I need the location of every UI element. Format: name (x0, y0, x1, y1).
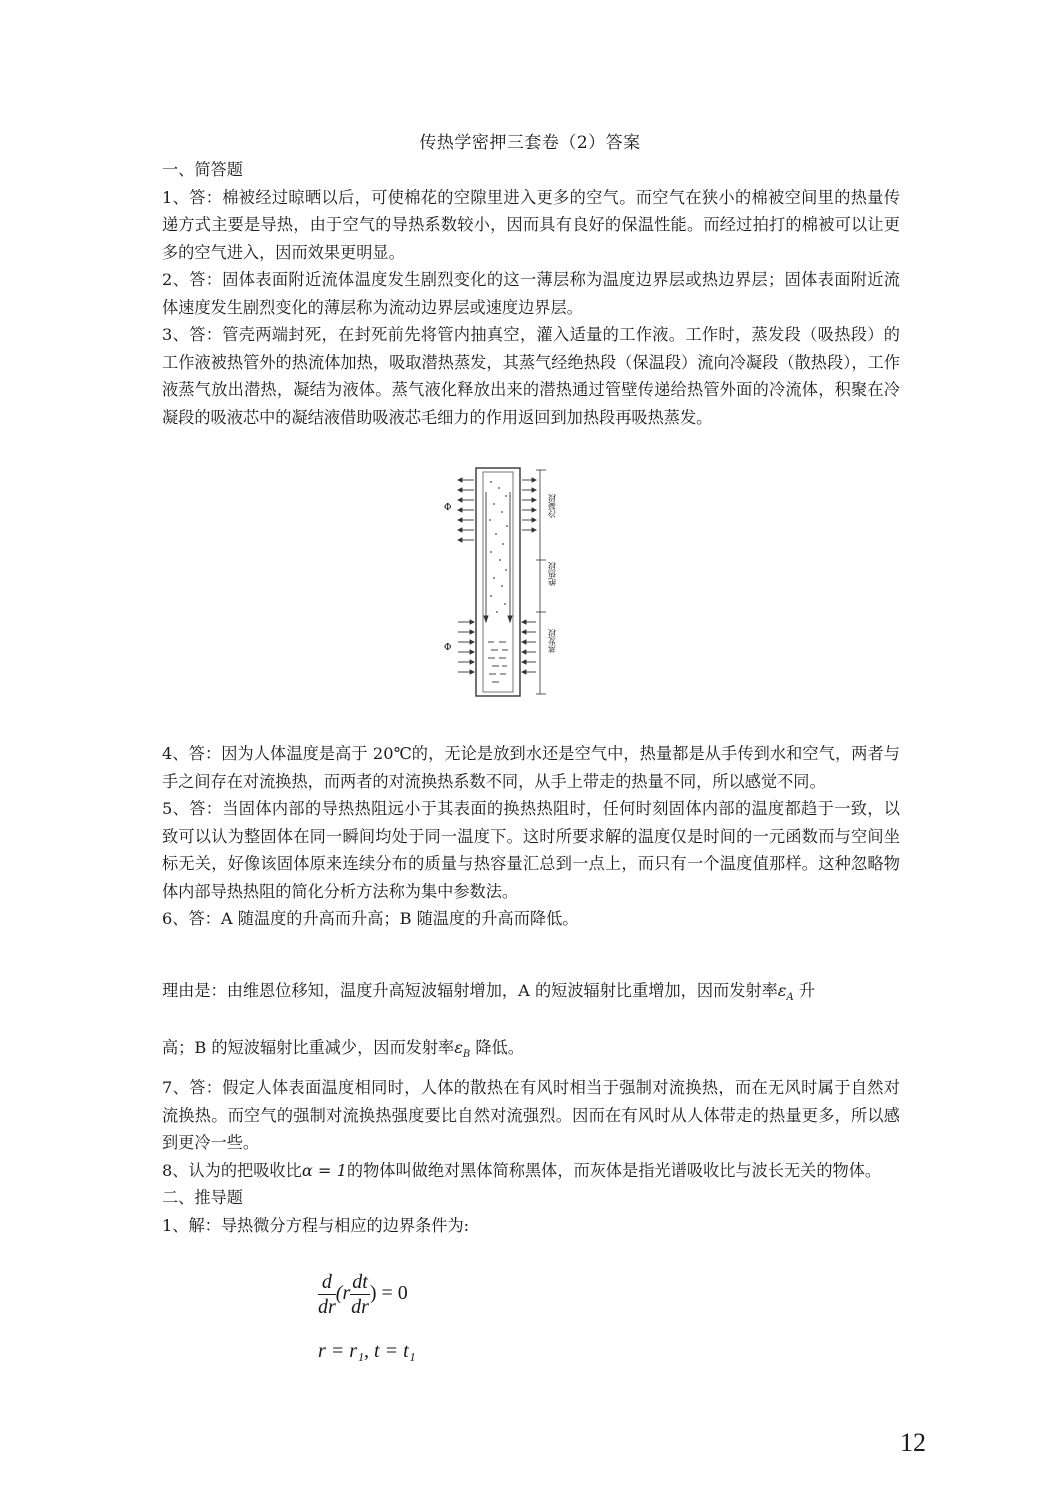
answer-8: 8、认为的把吸收比α = 1的物体叫做绝对黑体简称黑体，而灰体是指光谱吸收比与波长无关的物体。 (162, 1160, 882, 1180)
label-adiabatic: 绝热段 (547, 562, 556, 586)
answer-3: 3、答：管壳两端封死，在封死前先将管内抽真空，灌入适量的工作液。工作时，蒸发段（吸热段）的工作液被热管外的热流体加热，吸取潜热蒸发，其蒸气经绝热段（保温段）流向冷凝段（散热段），工作液蒸气放出潜热，凝结为液体。蒸气液化释放出来的潜热通过管壁传递给热管外面的冷流体，积聚在冷凝段的吸液芯中的凝结液借助吸液芯毛细力的作用返回到加热段再吸热蒸发。 (162, 325, 900, 427)
section-heading-2: 二、推导题 (162, 1188, 243, 1207)
equation-2: r = r₁, t = t₁ (318, 1340, 416, 1362)
reason-a-text: 理由是：由维恩位移知，温度升高短波辐射增加，A 的短波辐射比重增加，因而发射率 (162, 981, 778, 1000)
eq1-rhs: ) = 0 (369, 1282, 408, 1305)
answer-6: 6、答：A 随温度的升高而升高；B 随温度的升高而降低。 (162, 909, 579, 928)
answer-6-reason-a (162, 977, 900, 1012)
text-block-middle (162, 740, 900, 933)
label-condense: 冷凝段 (547, 494, 556, 518)
reason-b-text: 高；B 的短波辐射比重减少，因而发射率 (162, 1038, 455, 1057)
answer-4: 4、答：因为人体温度是高于 20℃的，无论是放到水还是空气中，热量都是从手传到水和空气，两者与手之间存在对流换热，而两者的对流换热系数不同，从手上带走的热量不同，所以感觉不同。 (162, 744, 900, 791)
answer-1: 1、答：棉被经过晾晒以后，可使棉花的空隙里进入更多的空气。而空气在狭小的棉被空间里的热量传递方式主要是导热，由于空气的导热系数较小，因而具有良好的保温性能。而经过拍打的棉被可以让更多的空气进入，因而效果更明显。 (162, 187, 900, 262)
text-block-bottom (162, 1074, 900, 1239)
fraction-d-dr: $\frac{d}{dr}$ (318, 1271, 336, 1318)
page-number: 12 (900, 1428, 926, 1457)
alpha-equation: α = 1 (301, 1160, 347, 1180)
heat-pipe-diagram (436, 462, 556, 712)
page-title: 传热学密押三套卷（2）答案 (419, 133, 641, 153)
phi-label-top: Φ (444, 503, 452, 513)
equation-1 (318, 1270, 408, 1319)
text-block-top (162, 156, 900, 431)
reason-b-end: 降低。 (470, 1038, 524, 1057)
answer-6-reason-b (162, 1034, 900, 1069)
eq1-mid: (r (335, 1282, 351, 1305)
derivation-1: 1、解：导热微分方程与相应的边界条件为: (162, 1215, 470, 1235)
fraction-dt-dr: $\frac{dt}{dr}$ (351, 1271, 369, 1318)
epsilon-a: $\varepsilon_A$ (777, 981, 794, 1004)
answer-2: 2、答：固体表面附近流体温度发生剧烈变化的这一薄层称为温度边界层或热边界层；固体表面附近流体速度发生剧烈变化的薄层称为流动边界层或速度边界层。 (162, 270, 900, 317)
label-evaporate: 蒸发段 (547, 629, 556, 653)
section-heading: 一、简答题 (162, 160, 243, 179)
phi-label-bottom: Φ (444, 643, 452, 653)
answer-5: 5、答：当固体内部的导热热阻远小于其表面的换热热阻时，任何时刻固体内部的温度都趋于一致，以致可以认为整固体在同一瞬间均处于同一温度下。这时所要求解的温度仅是时间的一元函数而与空间坐标无关，好像该固体原来连续分布的质量与热容量汇总到一点上，而只有一个温度值那样。这种忽略物体内部导热热阻的简化分析方法称为集中参数法。 (162, 799, 900, 901)
epsilon-b: $\varepsilon_B$ (454, 1038, 471, 1061)
reason-a-end: 升 (793, 981, 816, 1000)
answer-7: 7、答：假定人体表面温度相同时，人体的散热在有风时相当于强制对流换热，而在无风时属于自然对流换热。而空气的强制对流换热强度要比自然对流强烈。因而在有风时从人体带走的热量更多，所以感到更冷一些。 (162, 1078, 900, 1152)
